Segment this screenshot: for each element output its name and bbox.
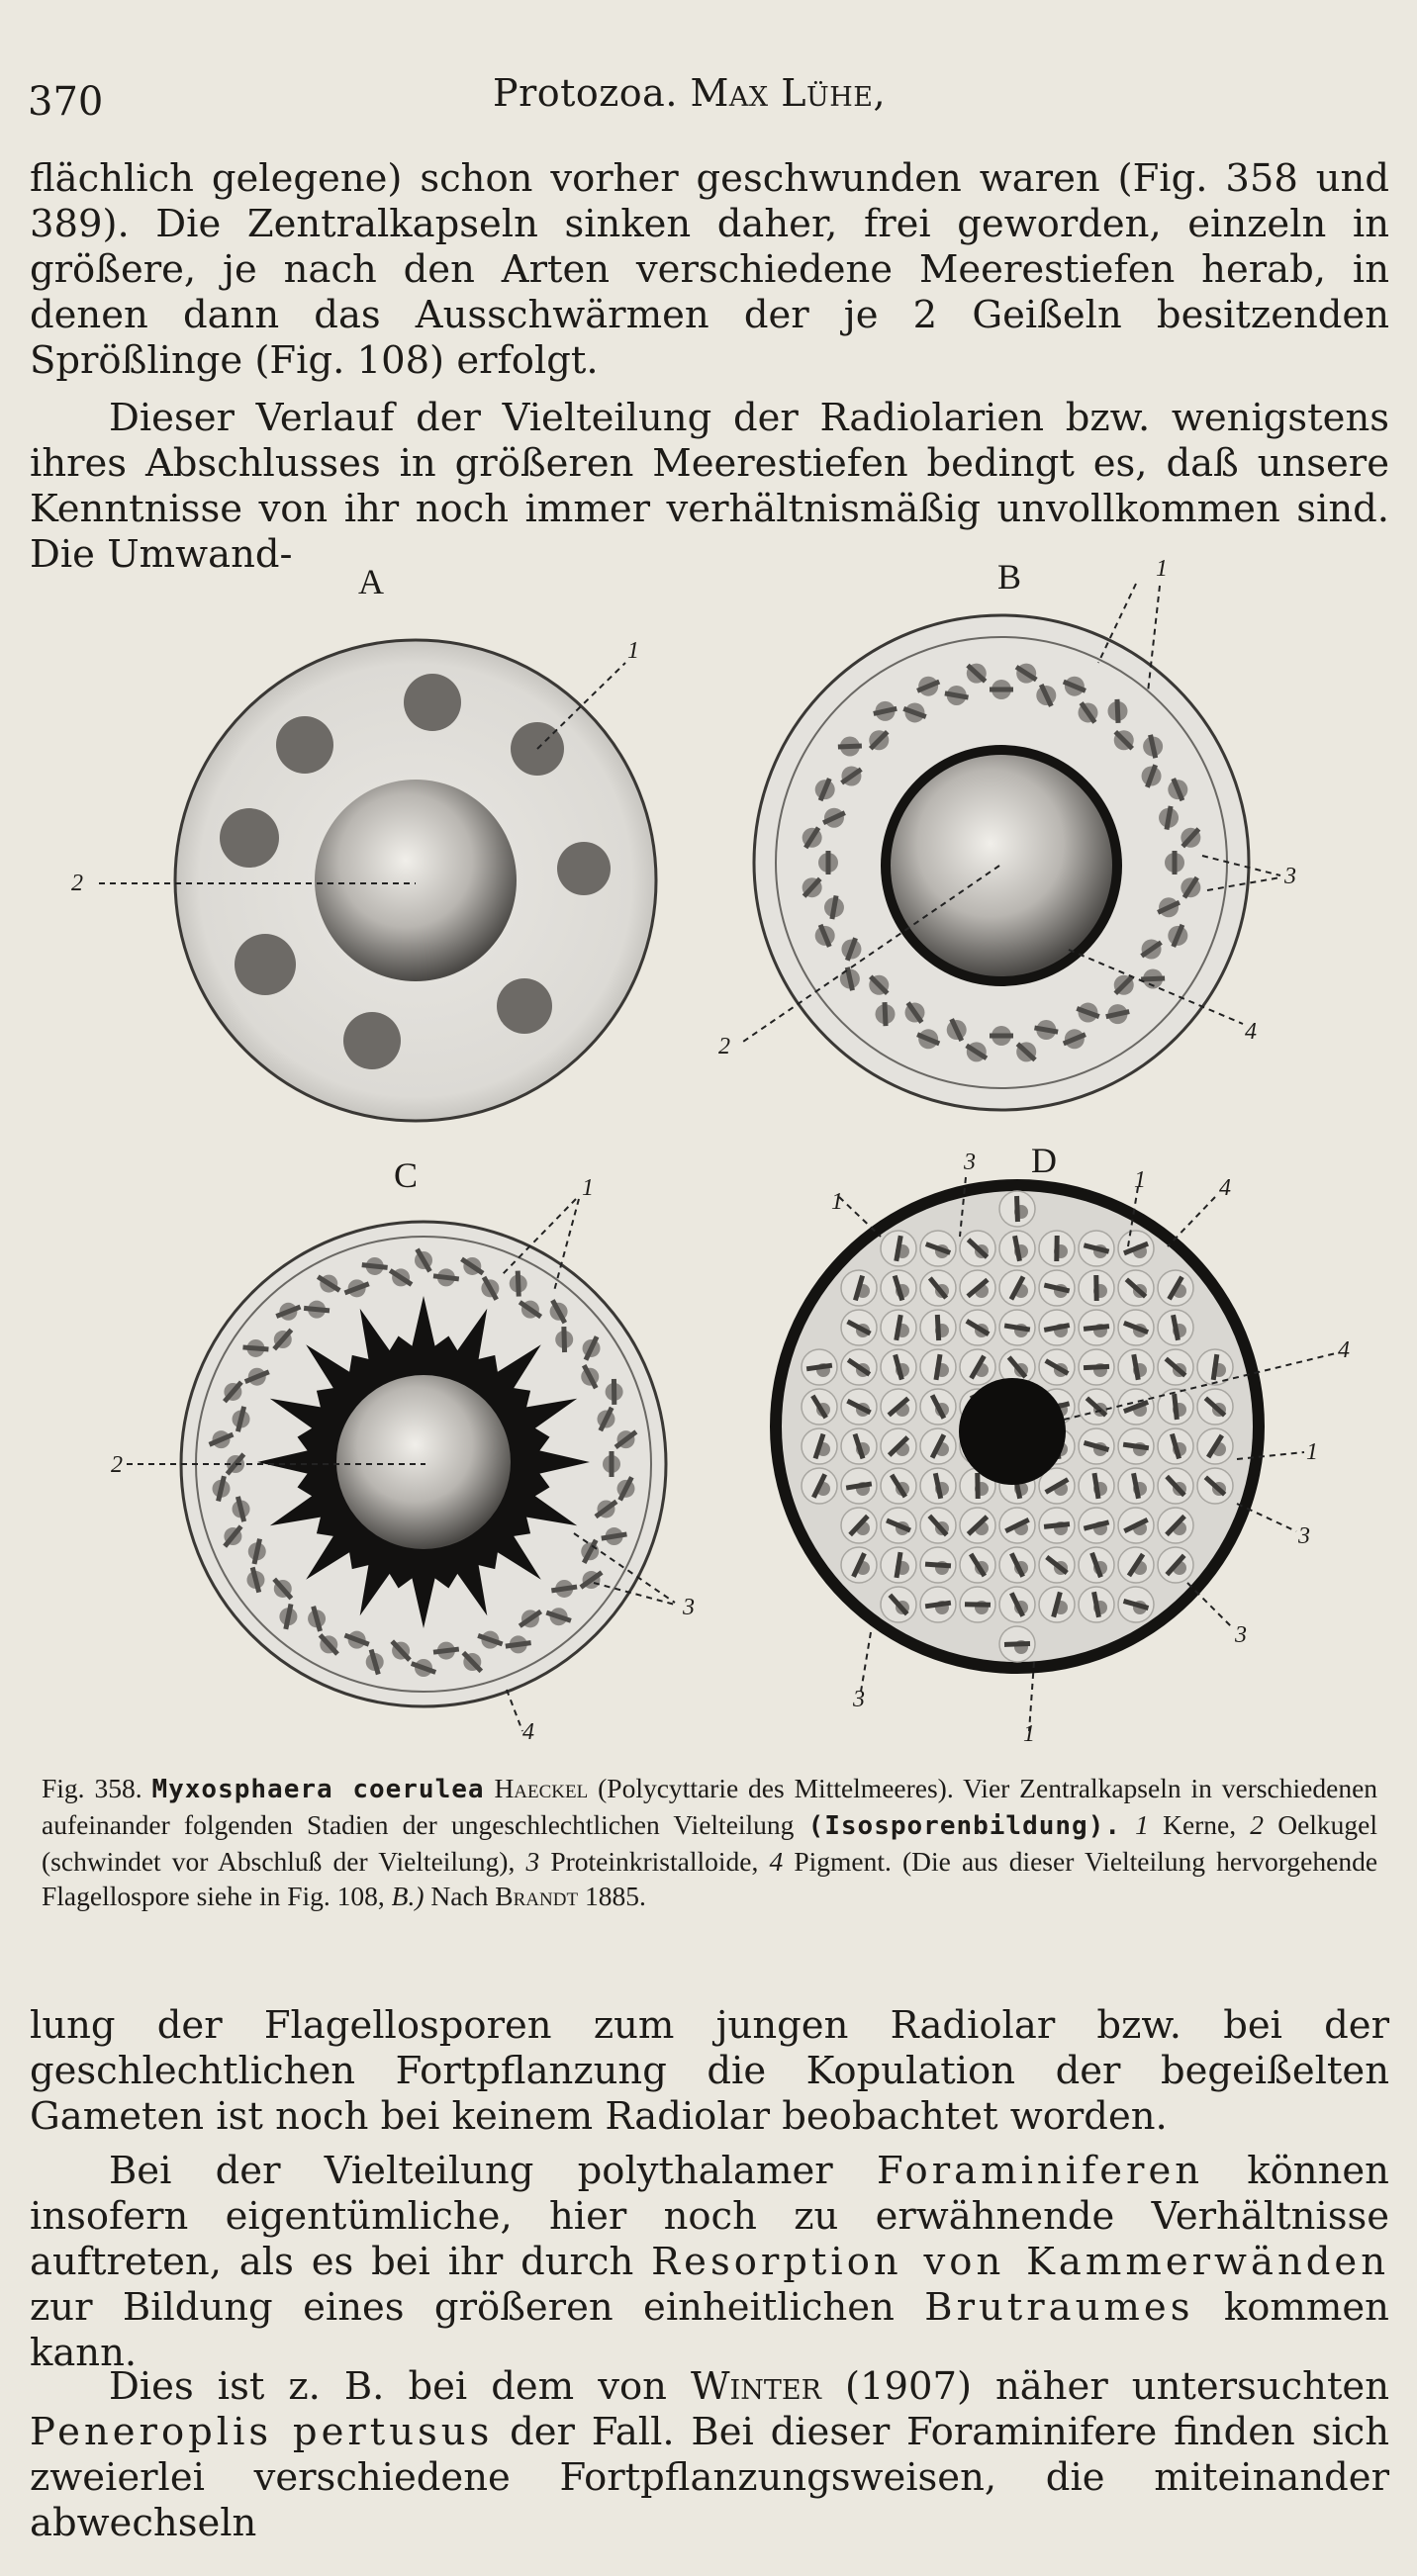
label-3-c: 3 — [683, 1595, 695, 1620]
paragraph-5 — [30, 2364, 1389, 2546]
author-name: Max Lühe, — [690, 71, 887, 115]
caption-text-1: (Polycyttarie des Mittelmeeres). Vier Zentralkapseln in verschiedenen aufeinander folgenden Stadien der ungeschlechtlichen Vielteilung — [42, 1773, 1378, 1840]
caption-t1: Kerne, — [1163, 1809, 1237, 1840]
caption-brandt: Brandt — [495, 1881, 579, 1911]
label-4-d-right: 4 — [1338, 1337, 1350, 1363]
p4-foraminiferen: Foraminiferen — [876, 2149, 1204, 2193]
label-2-c: 2 — [111, 1452, 123, 1478]
figure-caption — [42, 1771, 1377, 1913]
p4-c: zur Bildung eines größeren einheitlichen — [30, 2285, 895, 2330]
label-4-b: 4 — [1245, 1019, 1257, 1045]
panel-a — [71, 638, 656, 1121]
caption-t2: Oelkugel (schwindet vor Abschluß der Vielteilung), — [42, 1809, 1378, 1877]
label-1-d-left: 1 — [831, 1189, 843, 1215]
page-number: 370 — [28, 79, 104, 125]
caption-bref: B.) — [391, 1881, 425, 1911]
paragraph-1: flächlich gelegene) schon vorher geschwunden waren (Fig. 358 und 389). Die Zentralkapseln sinken daher, frei geworden, einzeln in größere, je nach den Arten verschiedene Meerestiefen herab, in denen dann das Ausschwärmen der je 2 Geißeln besitzenden Sprößlinge (Fig. 108) erfolgt. — [30, 156, 1389, 383]
label-4-d-top: 4 — [1219, 1175, 1231, 1201]
p4-resorption: Resorption von Kammerwänden — [651, 2240, 1389, 2284]
label-1-d-top: 1 — [1134, 1167, 1146, 1193]
caption-n3: 3 — [525, 1846, 540, 1877]
caption-n1: 1 — [1135, 1809, 1149, 1840]
central-pigment-d — [959, 1378, 1066, 1485]
label-3-b: 3 — [1284, 864, 1296, 889]
label-3-d-top: 3 — [964, 1150, 976, 1175]
panel-b — [718, 556, 1296, 1110]
running-header — [28, 71, 1389, 131]
caption-t4: Pigment. (Die aus dieser Vielteilung hervorgehende Flagellospore siehe in Fig. 108, — [42, 1846, 1378, 1911]
label-1-d-right: 1 — [1306, 1439, 1318, 1465]
p5-b: (1907) näher untersuchten — [844, 2364, 1389, 2409]
label-3-d-right: 3 — [1298, 1523, 1310, 1549]
caption-year: 1885. — [584, 1881, 646, 1911]
panel-letter-c: C — [394, 1155, 419, 1195]
caption-isospore: (Isosporenbildung). — [807, 1811, 1122, 1841]
label-2-b: 2 — [718, 1034, 730, 1059]
p5-c: der Fall. Bei dieser Foraminifere finden sich zweierlei verschiedene Fortpflanzungsweisen, die miteinander abwechseln — [30, 2410, 1389, 2545]
panel-d — [770, 1150, 1350, 1741]
running-title — [493, 71, 886, 115]
panel-letter-d: D — [1031, 1141, 1057, 1180]
label-3-d-bottom-right: 3 — [1235, 1622, 1247, 1648]
caption-t3: Proteinkristalloide, — [550, 1846, 759, 1877]
caption-t5: Nach — [430, 1881, 489, 1911]
p4-b: können insofern eigentümliche, hier noch zu erwähnende Verhältnisse auftreten, als es bei ihr durch — [30, 2149, 1389, 2284]
p5-winter: Winter — [690, 2364, 821, 2409]
panel-c — [111, 1175, 695, 1741]
caption-authority: Haeckel — [494, 1773, 589, 1803]
caption-prefix: Fig. 358. — [42, 1773, 142, 1803]
label-4-c: 4 — [522, 1719, 534, 1741]
label-1-b: 1 — [1156, 556, 1168, 582]
paragraph-4 — [30, 2149, 1389, 2376]
label-1-a: 1 — [627, 638, 639, 664]
p4-a: Bei der Vielteilung polythalamer — [109, 2149, 833, 2193]
caption-n4: 4 — [769, 1846, 784, 1877]
panel-letter-b: B — [997, 557, 1022, 597]
label-3-d-bottom-left: 3 — [853, 1687, 865, 1712]
label-1-d-bottom: 1 — [1023, 1721, 1035, 1741]
section-title: Protozoa. — [493, 71, 678, 115]
p4-d: kommen kann. — [30, 2285, 1389, 2375]
panel-letter-a: A — [358, 562, 384, 601]
paragraph-3: lung der Flagellosporen zum jungen Radiolar bzw. bei der geschlechtlichen Fortpflanzung die Kopulation der begeißelten Gameten ist noch bei keinem Radiolar beobachtet worden. — [30, 2003, 1389, 2139]
figure-358 — [0, 554, 1417, 1741]
p4-brutraumes: Brutraumes — [924, 2285, 1194, 2330]
p5-a: Dies ist z. B. bei dem von — [109, 2364, 667, 2409]
paragraph-2: Dieser Verlauf der Vielteilung der Radiolarien bzw. wenigstens ihres Abschlusses in größeren Meerestiefen bedingt es, daß unsere Kenntnisse von ihr noch immer verhältnismäßig unvollkommen sind. Die Umwand- — [30, 396, 1389, 577]
label-2-a: 2 — [71, 871, 83, 896]
caption-n2: 2 — [1250, 1809, 1265, 1840]
caption-species: Myxosphaera coerulea — [151, 1775, 485, 1804]
p5-species: Peneroplis pertusus — [30, 2410, 494, 2454]
label-1-c: 1 — [582, 1175, 594, 1201]
figure-illustration — [0, 554, 1417, 1741]
